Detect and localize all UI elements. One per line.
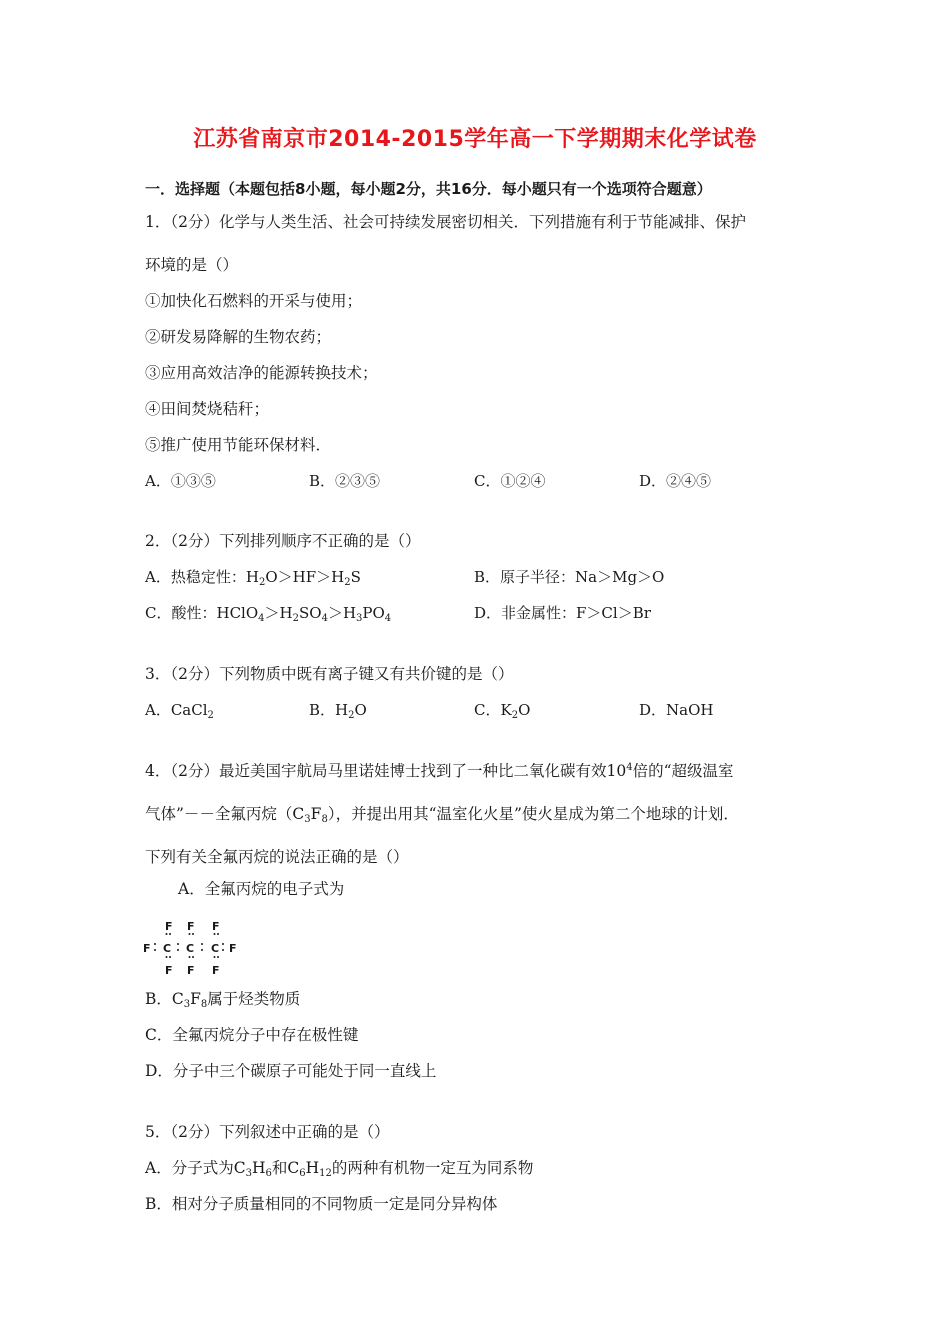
lewis-f-right: F [229,942,237,955]
lewis-f-top-2: F [187,920,195,933]
lewis-f-bottom-2: F [187,964,195,977]
perfluoropropane-electron-formula [143,919,253,977]
q1-item-5: ⑤推广使用节能环保材料． [145,436,332,454]
q2-option-c: C．酸性：$HClO_4>H_2SO_4>H_3PO_4$ [145,604,392,624]
q1-item-2: ②研发易降解的生物农药； [145,328,332,346]
lewis-f-bottom-1: F [165,964,173,977]
lewis-c-2: C [186,942,195,955]
q4-option-d: D．分子中三个碳原子可能处于同一直线上 [145,1062,437,1080]
lewis-f-top-3: F [212,920,220,933]
lewis-c-1: C [163,942,172,955]
q3-option-a: A．CaCl$_2$ [145,701,214,721]
q2-option-a: A．热稳定性：$H_2O>HF>H_2S$ [145,568,361,588]
q4-stem-line2: 气体”－－全氟丙烷$(C_3F_8)$，并提出用其“温室化火星”使火星成为第二个地球的计划． [145,805,739,825]
page-title: 江苏省南京市2014-2015学年高一下学期期末化学试卷 [193,127,757,152]
q1-option-a: A．①③⑤ [145,472,216,490]
q4-option-b: B．$C_3F_8$属于烃类物质 [145,990,301,1010]
q3-option-d: D．NaOH [639,701,714,719]
q4-stem-line1: 4．（2分）最近美国宇航局马里诺娃博士找到了一种比二氧化碳有效$10^4$倍的“超级温室 [145,762,734,780]
q1-stem-line2: 环境的是（） [145,256,239,274]
q5-stem: 5．（2分）下列叙述中正确的是（） [145,1123,390,1141]
lewis-f-left: F [143,942,151,955]
q1-item-1: ①加快化石燃料的开采与使用； [145,292,363,310]
q3-option-b: B．$H_2O$ [309,701,367,721]
q1-item-3: ③应用高效洁净的能源转换技术； [145,364,378,382]
lewis-c-3: C [211,942,220,955]
q1-option-d: D．②④⑤ [639,472,712,490]
q1-stem-line1: 1．（2分）化学与人类生活、社会可持续发展密切相关．下列措施有利于节能减排、保护 [145,213,746,231]
q1-item-4: ④田间焚烧秸秆； [145,400,270,418]
section-heading: 一．选择题（本题包括8小题，每小题2分，共16分．每小题只有一个选项符合题意） [145,180,712,198]
q5-option-a: A．分子式为$C_3H_6$和$C_6H_{12}$的两种有机物一定互为同系物 [145,1159,534,1179]
q3-option-c: C．$K_2O$ [474,701,531,721]
q1-option-c: C．①②④ [474,472,546,490]
q2-option-d: D．非金属性：F＞Cl＞Br [474,604,651,622]
lewis-f-top-1: F [165,920,173,933]
q4-stem-line3: 下列有关全氟丙烷的说法正确的是（） [145,848,409,866]
q2-option-b: B．原子半径：Na＞Mg＞O [474,568,665,586]
q2-stem: 2．（2分）下列排列顺序不正确的是（） [145,532,421,550]
q3-stem: 3．（2分）下列物质中既有离子键又有共价键的是（） [145,665,514,683]
q4-option-c: C．全氟丙烷分子中存在极性键 [145,1026,359,1044]
q1-option-b: B．②③⑤ [309,472,381,490]
q5-option-b: B．相对分子质量相同的不同物质一定是同分异构体 [145,1195,498,1213]
q4-option-a: A．全氟丙烷的电子式为 [178,880,345,898]
lewis-f-bottom-3: F [212,964,220,977]
